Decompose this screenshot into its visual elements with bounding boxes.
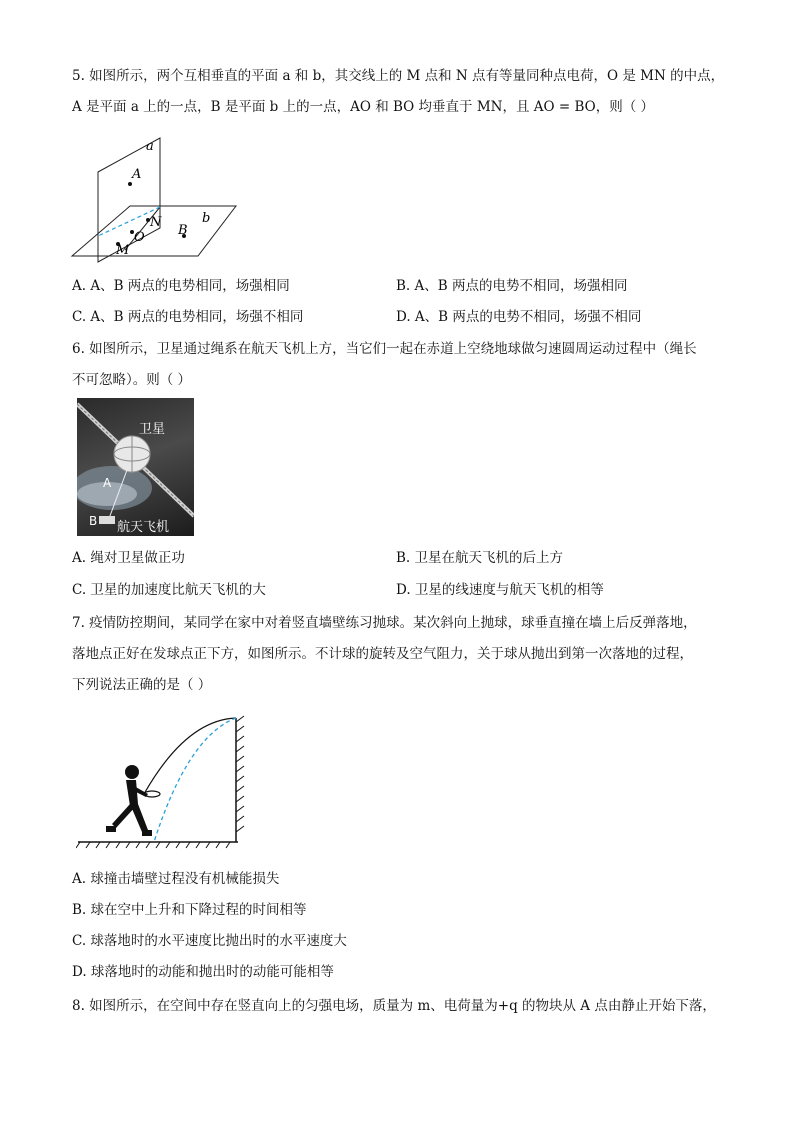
q5-point-n-label: N [150, 215, 162, 230]
q6-stem-line1: 6. 如图所示，卫星通过绳系在航天飞机上方，当它们一起在赤道上空绕地球做匀速圆周运动过程中（绳长 [72, 341, 697, 357]
q7-stem-line1: 7. 疫情防控期间，某同学在家中对着竖直墙壁练习抛球。某次斜向上抛球，球垂直撞在墙上后反弹落地， [72, 615, 697, 631]
q6-option-b: B. 卫星在航天飞机的后上方 [396, 550, 564, 566]
q6-shuttle-label: 航天飞机 [117, 520, 170, 535]
q5-point-m-label: M [116, 243, 130, 258]
q6-option-d: D. 卫星的线速度与航天飞机的相等 [396, 582, 604, 598]
q6-point-a-label: A [103, 476, 112, 490]
q5-point-b-label: B [178, 223, 188, 238]
q5-point-o-label: O [134, 230, 145, 245]
q7-option-c: C. 球落地时的水平速度比抛出时的水平速度大 [72, 933, 347, 949]
q5-figure-planes [70, 128, 245, 263]
q7-stem-line3: 下列说法正确的是（ ） [72, 677, 212, 693]
q7-option-d: D. 球落地时的动能和抛出时的动能可能相等 [72, 964, 334, 980]
q5-stem-line2: A 是平面 a 上的一点，B 是平面 b 上的一点，AO 和 BO 均垂直于 MN，且 AO = BO，则（ ） [72, 99, 654, 115]
q8-stem-line1: 8. 如图所示，在空间中存在竖直向上的匀强电场，质量为 m、电荷量为+q 的物块从 A 点由静止开始下落， [72, 998, 716, 1014]
q7-figure-throw [76, 706, 266, 856]
q5-option-b: B. A、B 两点的电势不相同，场强相同 [396, 278, 628, 294]
q5-plane-b-label: b [202, 211, 211, 226]
q5-stem-line1: 5. 如图所示，两个互相垂直的平面 a 和 b，其交线上的 M 点和 N 点有等量同种点电荷，O 是 MN 的中点， [72, 68, 725, 84]
q5-option-d: D. A、B 两点的电势不相同，场强不相同 [396, 309, 642, 325]
q7-stem-line2: 落地点正好在发球点正下方，如图所示。不计球的旋转及空气阻力，关于球从抛出到第一次落地的过程， [72, 646, 693, 662]
q6-stem-line2: 不可忽略）。则（ ） [72, 372, 192, 388]
q5-point-a-label: A [132, 167, 142, 182]
q6-satellite-label: 卫星 [139, 422, 166, 437]
q5-option-a: A. A、B 两点的电势相同，场强相同 [72, 278, 290, 294]
q6-option-a: A. 绳对卫星做正功 [72, 550, 185, 566]
q6-satellite-photo [77, 398, 194, 536]
q7-option-b: B. 球在空中上升和下降过程的时间相等 [72, 902, 307, 918]
q5-plane-a-label: a [146, 139, 154, 154]
q5-option-c: C. A、B 两点的电势相同，场强不相同 [72, 309, 304, 325]
q6-point-b-label: B [89, 514, 98, 528]
q7-option-a: A. 球撞击墙壁过程没有机械能损失 [72, 871, 280, 887]
q6-option-c: C. 卫星的加速度比航天飞机的大 [72, 582, 266, 598]
